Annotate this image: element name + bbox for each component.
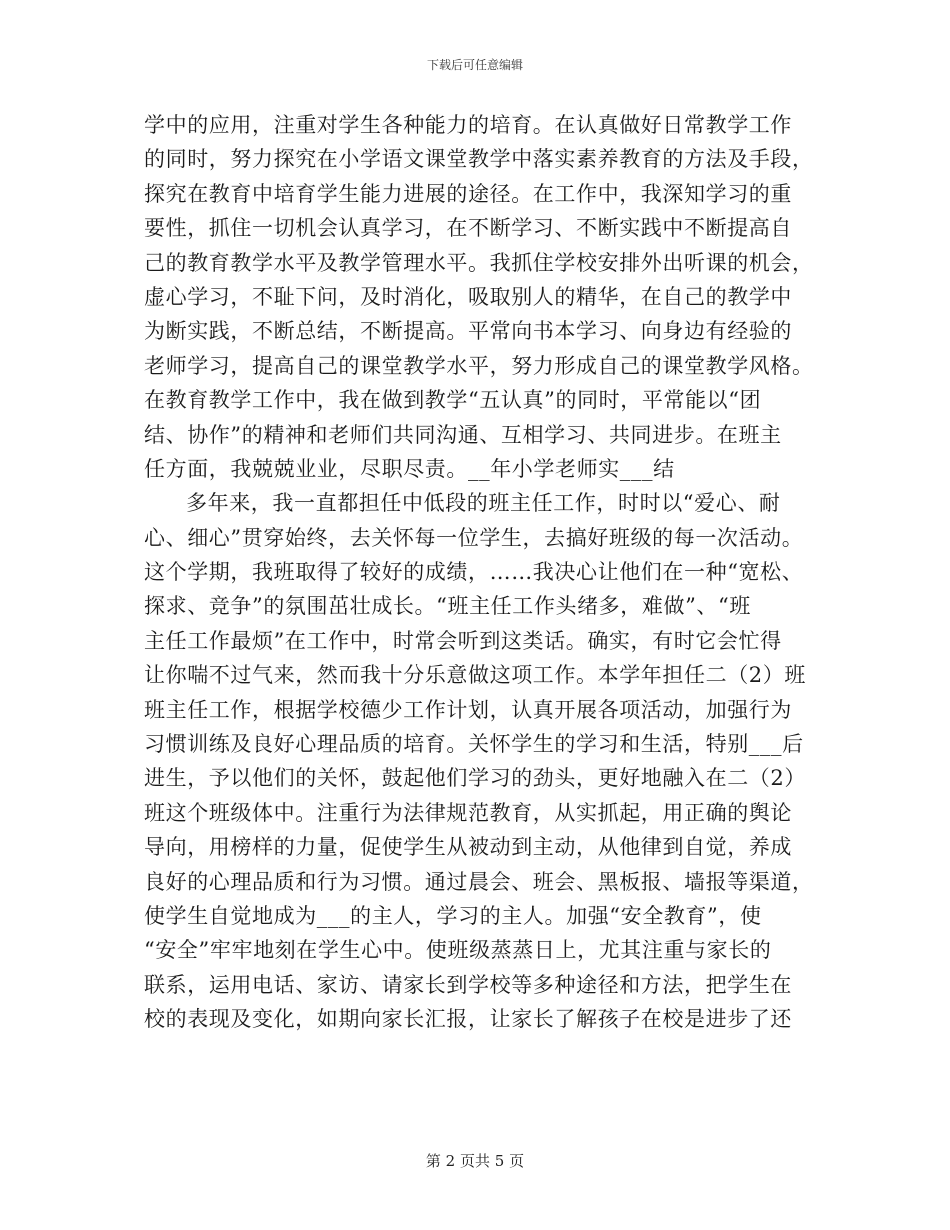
text-line: 班主任工作，根据学校德少工作计划，认真开展各项活动，加强行为	[144, 697, 792, 722]
text-line: 己的教育教学水平及教学管理水平。我抓住学校安排外出听课的机会，	[144, 250, 814, 275]
text-line: 这个学期，我班取得了较好的成绩，……我决心让他们在一种“宽松、	[144, 560, 804, 585]
text-line: 探求、竞争”的氛围茁壮成长。“班主任工作头绪多，难做”、“班	[144, 594, 751, 619]
text-line: 在教育教学工作中，我在做到教学“五认真”的同时，平常能以“团	[144, 388, 762, 413]
page-header: 下载后可任意编辑	[426, 58, 523, 72]
document-body	[144, 108, 814, 1037]
text-line: 为断实践，不断总结，不断提高。平常向书本学习、向身边有经验的	[144, 319, 792, 344]
text-line: 学中的应用，注重对学生各种能力的培育。在认真做好日常教学工作	[144, 113, 792, 137]
text-line: 让你喘不过气来，然而我十分乐意做这项工作。本学年担任二（2）班	[144, 663, 806, 688]
text-line: “安全”牢牢地刻在学生心中。使班级蒸蒸日上，尤其注重与家长的	[144, 938, 772, 963]
text-line: 校的表现及变化，如期向家长汇报，让家长了解孩子在校是进步了还	[144, 1007, 792, 1032]
text-line: 联系，运用电话、家访、请家长到学校等多种途径和方法，把学生在	[144, 972, 792, 997]
page-number-footer: 第 2 页共 5 页	[425, 1152, 525, 1170]
text-line: 结、协作”的精神和老师们共同沟通、互相学习、共同进步。在班主	[144, 422, 782, 447]
text-line: 探究在教育中培育学生能力进展的途径。在工作中，我深知学习的重	[144, 181, 792, 206]
text-line: 心、细心”贯穿始终，去关怀每一位学生，去搞好班级的每一次活动。	[144, 525, 804, 550]
text-line: 老师学习，提高自己的课堂教学水平，努力形成自己的课堂教学风格。	[144, 353, 814, 378]
paragraph-1	[144, 108, 814, 486]
text-line: 的同时，努力探究在小学语文课堂教学中落实素养教育的方法及手段，	[144, 147, 814, 172]
text-line: 虚心学习，不耻下问，及时消化，吸取别人的精华，在自己的教学中	[144, 284, 792, 309]
text-line: 导向，用榜样的力量，促使学生从被动到主动，从他律到自觉，养成	[144, 835, 792, 860]
text-line: 班这个班级体中。注重行为法律规范教育，从实抓起，用正确的舆论	[144, 800, 792, 825]
text-line: 多年来，我一直都担任中低段的班主任工作，时时以“爱心、耐	[186, 491, 781, 516]
text-line: 要性，抓住一切机会认真学习，在不断学习、不断实践中不断提高自	[144, 216, 792, 241]
text-line: 良好的心理品质和行为习惯。通过晨会、班会、黑板报、墙报等渠道，	[144, 869, 814, 894]
text-line: 使学生自觉地成为___的主人，学习的主人。加强“安全教育”，使	[144, 903, 762, 928]
text-line: 任方面，我兢兢业业，尽职尽责。__年小学老师实___结	[144, 456, 675, 481]
text-line: 习惯训练及良好心理品质的培育。关怀学生的学习和生活，特别___后	[144, 732, 804, 757]
paragraph-2	[144, 486, 814, 1036]
text-line: 进生，予以他们的关怀，鼓起他们学习的劲头，更好地融入在二（2）	[144, 766, 806, 791]
text-line: 主任工作最烦”在工作中，时常会听到这类话。确实，有时它会忙得	[144, 628, 782, 653]
